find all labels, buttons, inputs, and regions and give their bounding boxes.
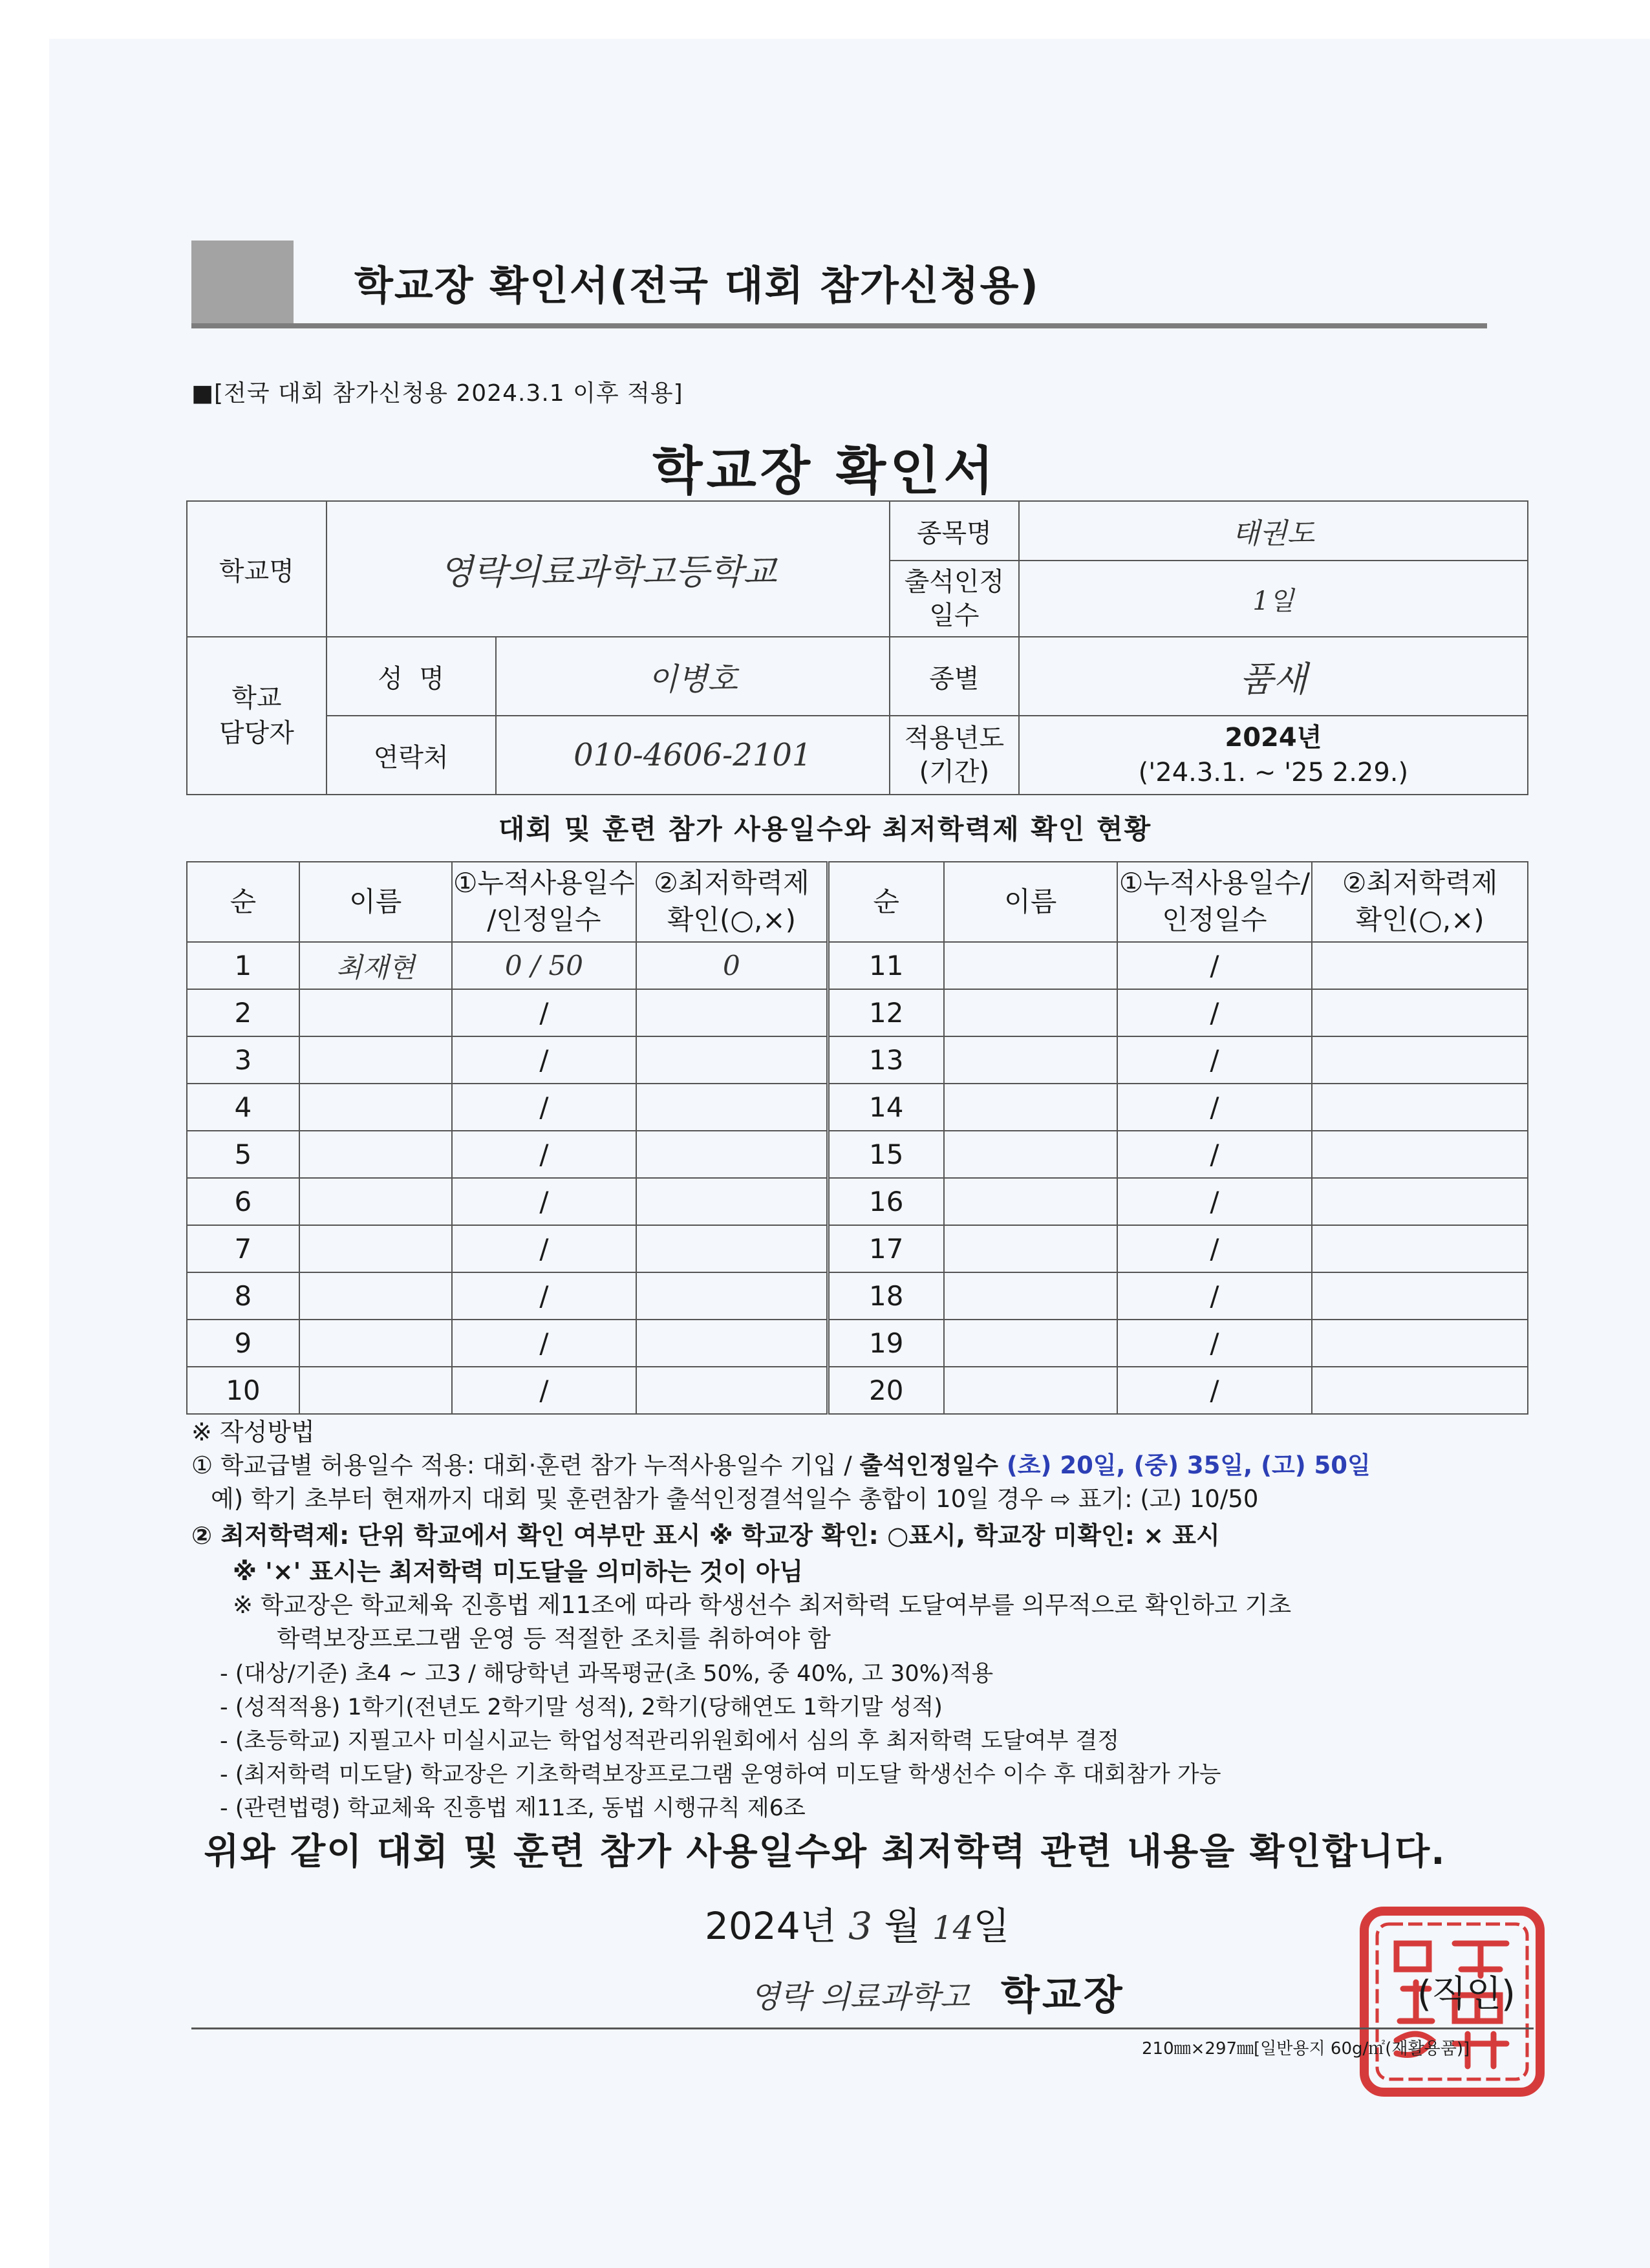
roster-days: / <box>452 1272 637 1320</box>
roster-check <box>1312 1036 1528 1084</box>
roster-check <box>1312 1272 1528 1320</box>
roster-check <box>636 1225 828 1272</box>
roster-no: 18 <box>828 1272 944 1320</box>
note-1-example: 예) 학기 초부터 현재까지 대회 및 훈련참가 출석인정결석일수 총합이 10일 경우 ⇨ 표기: (고) 10/50 <box>211 1485 1259 1513</box>
bullet-3: - (초등학교) 지필고사 미실시교는 학업성적관리위원회에서 심의 후 최저학력 도달여부 결정 <box>220 1728 1120 1754</box>
period-value: ('24.3.1. ~ '25 2.29.) <box>1138 758 1409 787</box>
year-label: 적용년도 (기간) <box>890 716 1019 795</box>
attendance-label: 출석인정 일수 <box>890 561 1019 637</box>
roster-name <box>299 1178 452 1225</box>
roster-name <box>299 1367 452 1414</box>
roster-check <box>636 1036 828 1084</box>
roster-no: 6 <box>187 1178 299 1225</box>
roster-no: 11 <box>828 942 944 989</box>
roster-name <box>299 1084 452 1131</box>
table-row <box>187 1084 1528 1131</box>
roster-check <box>636 1367 828 1414</box>
banner-title: 학교장 확인서(전국 대회 참가신청용) <box>354 262 1040 309</box>
note-3: ※ '×' 표시는 최저학력 미도달을 의미하는 것이 아님 <box>233 1557 804 1586</box>
bullet-4: - (최저학력 미도달) 학교장은 기초학력보장프로그램 운영하여 미도달 학생선수 이수 후 대회참가 가능 <box>220 1762 1221 1788</box>
roster-days: / <box>1117 1225 1312 1272</box>
roster-name <box>299 1272 452 1320</box>
roster-days: / <box>1117 1084 1312 1131</box>
header-days-left: ①누적사용일수 /인정일수 <box>452 862 637 942</box>
attendance-value: 1일 <box>1019 561 1528 637</box>
roster-no: 9 <box>187 1320 299 1367</box>
name-label: 성 명 <box>327 637 496 716</box>
roster-check <box>636 989 828 1036</box>
table-row <box>187 989 1528 1036</box>
roster-check <box>1312 1084 1528 1131</box>
header-no-left: 순 <box>187 862 299 942</box>
note-4b: 학력보장프로그램 운영 등 적절한 조치를 취하여야 함 <box>277 1625 831 1653</box>
roster-name <box>299 1131 452 1178</box>
bullet-5: - (관련법령) 학교체육 진흥법 제11조, 동법 시행규칙 제6조 <box>220 1795 806 1821</box>
table-row <box>187 1272 1528 1320</box>
roster-days: / <box>452 1225 637 1272</box>
note-1 <box>191 1453 1371 1477</box>
roster-name <box>944 1367 1117 1414</box>
roster-days: / <box>452 1131 637 1178</box>
note-1-bold: 출석인정일수 <box>859 1451 1007 1479</box>
roster-check <box>1312 1225 1528 1272</box>
event-label: 종목명 <box>890 501 1019 561</box>
applies-note: ■[전국 대회 참가신청용 2024.3.1 이후 적용] <box>191 380 683 407</box>
header-name-right: 이름 <box>944 862 1117 942</box>
bottom-divider <box>191 2027 1534 2029</box>
roster-name <box>944 1320 1117 1367</box>
roster-no: 14 <box>828 1084 944 1131</box>
note-1-text: ① 학교급별 허용일수 적용: 대회·훈련 참가 누적사용일수 기입 / <box>191 1451 860 1479</box>
roster-no: 1 <box>187 942 299 989</box>
notes-heading: ※ 작성방법 <box>191 1418 315 1446</box>
paper-spec: 210㎜×297㎜[일반용지 60g/㎡(재활용품)] <box>1142 2039 1470 2059</box>
roster-check <box>1312 1178 1528 1225</box>
header-check-right: ②최저학력제 확인(○,×) <box>1312 862 1528 942</box>
note-4a: ※ 학교장은 학교체육 진흥법 제11조에 따라 학생선수 최저학력 도달여부를 의무적으로 확인하고 기초 <box>233 1591 1292 1619</box>
banner-grey-block <box>191 241 294 327</box>
roster-no: 20 <box>828 1367 944 1414</box>
roster-no: 19 <box>828 1320 944 1367</box>
roster-check: 0 <box>636 942 828 989</box>
roster-no: 12 <box>828 989 944 1036</box>
table-row <box>187 1178 1528 1225</box>
year-value: 2024년 <box>1225 723 1322 753</box>
header-name-left: 이름 <box>299 862 452 942</box>
table-row <box>187 1036 1528 1084</box>
info-table <box>186 500 1528 795</box>
manager-name-value: 이병호 <box>496 637 890 716</box>
roster-name <box>944 1036 1117 1084</box>
roster-days: 0 / 50 <box>452 942 637 989</box>
note-2: ② 최저학력제: 단위 학교에서 확인 여부만 표시 ※ 학교장 확인: ○표시, 학교장 미확인: × 표시 <box>191 1521 1220 1550</box>
roster-no: 5 <box>187 1131 299 1178</box>
roster-name <box>944 1272 1117 1320</box>
type-label: 종별 <box>890 637 1019 716</box>
roster-name <box>299 989 452 1036</box>
table-row <box>187 942 1528 989</box>
roster-name <box>299 1320 452 1367</box>
page-title: 학교장 확인서 <box>652 441 998 501</box>
roster-days: / <box>1117 1178 1312 1225</box>
roster-check <box>636 1272 828 1320</box>
roster-days: / <box>1117 989 1312 1036</box>
year-cell <box>1019 716 1528 795</box>
principal-label: 학교장 <box>1001 1971 1125 2018</box>
roster-check <box>636 1178 828 1225</box>
table-row <box>187 1225 1528 1272</box>
roster-no: 4 <box>187 1084 299 1131</box>
roster-days: / <box>452 1178 637 1225</box>
table-row <box>187 1367 1528 1414</box>
roster-no: 8 <box>187 1272 299 1320</box>
roster-no: 15 <box>828 1131 944 1178</box>
table-row <box>187 1131 1528 1178</box>
contact-label: 연락처 <box>327 716 496 795</box>
roster-days: / <box>1117 1272 1312 1320</box>
roster-days: / <box>1117 1036 1312 1084</box>
roster-name <box>944 1084 1117 1131</box>
roster-no: 16 <box>828 1178 944 1225</box>
issue-date <box>705 1896 1010 1950</box>
roster-name <box>944 989 1117 1036</box>
date-day: 14 <box>932 1909 974 1947</box>
header-check-left: ②최저학력제 확인(○,×) <box>636 862 828 942</box>
roster-days: / <box>452 1036 637 1084</box>
event-value: 태권도 <box>1019 501 1528 561</box>
roster-table <box>186 861 1528 1415</box>
date-month-unit: 월 <box>884 1904 921 1948</box>
school-name-value: 영락의료과학고등학교 <box>327 501 890 637</box>
type-value: 품새 <box>1019 637 1528 716</box>
roster-check <box>1312 989 1528 1036</box>
roster-days: / <box>452 1367 637 1414</box>
bullet-1: - (대상/기준) 초4 ~ 고3 / 해당학년 과목평균(초 50%, 중 40%, 고 30%)적용 <box>220 1661 994 1687</box>
table-row <box>187 1320 1528 1367</box>
roster-check <box>1312 1131 1528 1178</box>
roster-no: 10 <box>187 1367 299 1414</box>
seal-label: (직인) <box>1417 1973 1516 2015</box>
note-1-blue: (초) 20일, (중) 35일, (고) 50일 <box>1006 1451 1371 1479</box>
roster-name <box>944 942 1117 989</box>
roster-days: / <box>452 1320 637 1367</box>
banner-underline <box>191 323 1487 328</box>
roster-no: 2 <box>187 989 299 1036</box>
roster-no: 13 <box>828 1036 944 1084</box>
roster-name: 최재현 <box>299 942 452 989</box>
bullet-2: - (성적적용) 1학기(전년도 2학기말 성적), 2학기(당해연도 1학기말 성적) <box>220 1695 943 1720</box>
header-days-right: ①누적사용일수/ 인정일수 <box>1117 862 1312 942</box>
roster-days: / <box>1117 942 1312 989</box>
date-month: 3 <box>848 1904 872 1948</box>
roster-days: / <box>1117 1367 1312 1414</box>
roster-days: / <box>1117 1131 1312 1178</box>
header-no-right: 순 <box>828 862 944 942</box>
roster-check <box>636 1084 828 1131</box>
manager-label: 학교 담당자 <box>187 637 327 795</box>
section-title: 대회 및 훈련 참가 사용일수와 최저학력제 확인 현황 <box>498 813 1152 845</box>
roster-check <box>636 1131 828 1178</box>
roster-body <box>187 942 1528 1414</box>
roster-no: 17 <box>828 1225 944 1272</box>
roster-check <box>1312 1320 1528 1367</box>
roster-days: / <box>452 989 637 1036</box>
roster-name <box>944 1225 1117 1272</box>
contact-value: 010-4606-2101 <box>496 716 890 795</box>
roster-check <box>1312 1367 1528 1414</box>
date-day-unit: 일 <box>973 1904 1010 1948</box>
roster-name <box>944 1178 1117 1225</box>
roster-name <box>299 1225 452 1272</box>
date-year: 2024년 <box>705 1904 837 1948</box>
school-signature: 영락 의료과학고 <box>750 1979 970 2015</box>
roster-check <box>1312 942 1528 989</box>
roster-no: 3 <box>187 1036 299 1084</box>
confirm-statement: 위와 같이 대회 및 훈련 참가 사용일수와 최저학력 관련 내용을 확인합니다. <box>204 1831 1446 1873</box>
roster-name <box>299 1036 452 1084</box>
school-label: 학교명 <box>187 501 327 637</box>
roster-check <box>636 1320 828 1367</box>
roster-no: 7 <box>187 1225 299 1272</box>
roster-days: / <box>1117 1320 1312 1367</box>
roster-days: / <box>452 1084 637 1131</box>
roster-name <box>944 1131 1117 1178</box>
